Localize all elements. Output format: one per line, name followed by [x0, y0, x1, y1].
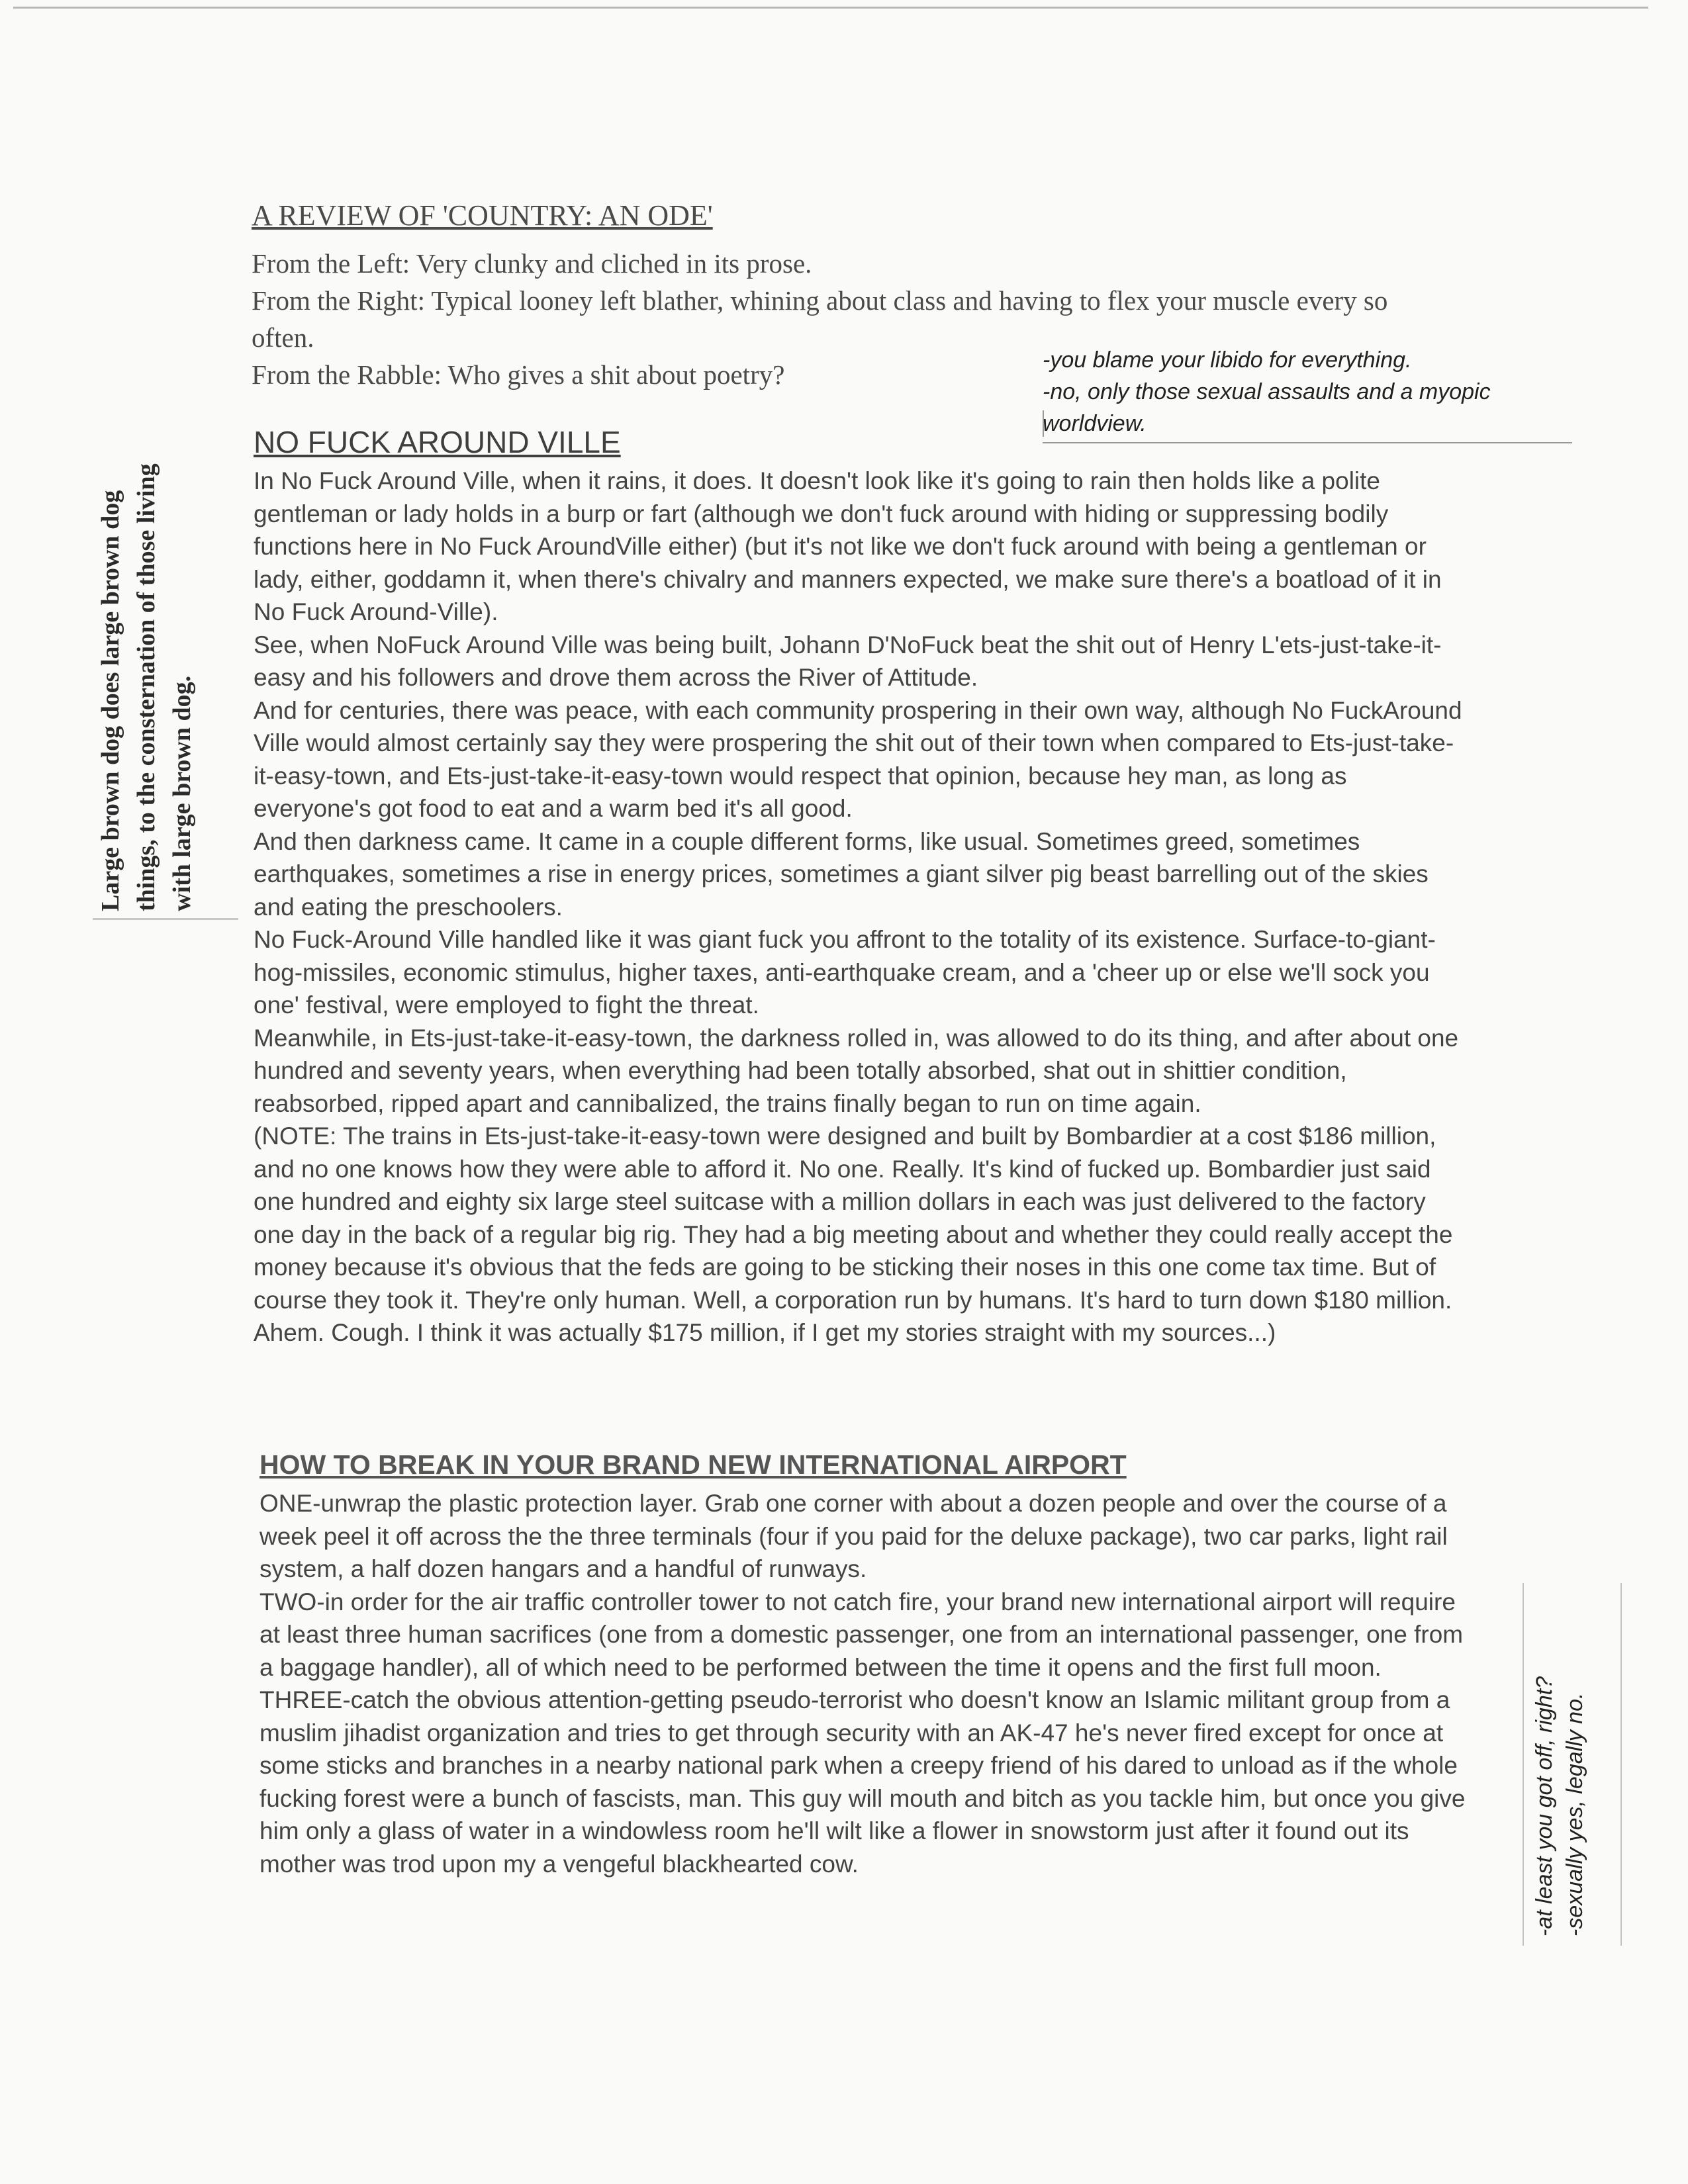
paragraph: No Fuck-Around Ville handled like it was giant fuck you affront to the totality of its existence. Surface-to-giant-hog-missiles, economic stimulus, higher taxes, anti-earthquake cream, and a 'cheer up or else we'll sock you one' festival, were employed to fight the threat. — [254, 926, 1436, 1019]
note-right-line-1: -at least you got off, right? — [1532, 1676, 1557, 1936]
page-top-edge — [13, 7, 1648, 9]
paragraph: ONE-unwrap the plastic protection layer. Grab one corner with about a dozen people and over the course of a week peel it off across the the three terminals (four if you paid for the deluxe package), two car parks, light rail system, a half dozen hangars and a handful of runways. — [259, 1490, 1448, 1582]
review-line-rabble: From the Rabble: Who gives a shit about poetry? — [252, 359, 785, 390]
note-top-line-3: worldview. — [1043, 411, 1147, 436]
note-top-line-1: -you blame your libido for everything. — [1043, 347, 1412, 373]
paragraph: TWO-in order for the air traffic controller tower to not catch fire, your brand new international airport will require at least three human sacrifices (one from a domestic passenger, one from an international passenger, one from a baggage handler), all of which need to be performed between the time it opens and the first full moon. — [259, 1588, 1464, 1681]
review-title: A REVIEW OF 'COUNTRY: AN ODE' — [252, 199, 713, 232]
note-left-line-3: with large brown dog. — [168, 675, 196, 911]
note-left-line-2: things, to the consternation of those living — [132, 463, 160, 911]
paragraph: And then darkness came. It came in a couple different forms, like usual. Sometimes greed, sometimes earthquakes, sometimes a rise in energy prices, sometimes a giant silver pig beast barrelling out of the skies and eating the preschoolers. — [254, 827, 1429, 921]
review-line-left: From the Left: Very clunky and cliched in its prose. — [252, 248, 812, 279]
paragraph: (NOTE: The trains in Ets-just-take-it-easy-town were designed and built by Bombardier at a cost $186 million, and no one knows how they were able to afford it. No one. Really. It's kind of fucked up. Bombardier just said one hundred and eighty six large steel suitcase with a million dollars in each was just delivered to the factory one day in the back of a regular big rig. They had a big meeting about and whether they could really accept the money because it's obvious that the feds are going to be sticking their noses in this one come tax time. But of course they took it. They're only human. Well, a corporation run by humans. It's hard to turn down $180 million. Ahem. Cough. I think it was actually $175 million, if I get my stories straight with my sources...) — [254, 1122, 1453, 1346]
section-heading: NO FUCK AROUND VILLE — [254, 425, 621, 459]
paragraph: Meanwhile, in Ets-just-take-it-easy-town, the darkness rolled in, was allowed to do its thing, and after about one hundred and seventy years, when everything had been totally absorbed, shat out in shittier condition, reabsorbed, ripped apart and cannibalized, the trains finally began to run on time again. — [254, 1024, 1459, 1117]
section-heading: HOW TO BREAK IN YOUR BRAND NEW INTERNATIONAL AIRPORT — [259, 1449, 1127, 1480]
review-line-right: From the Right: Typical looney left blather, whining about class and having to flex your muscle every so often. — [252, 285, 1388, 353]
section-no-fuck-around-ville — [254, 424, 1465, 1349]
paragraph: See, when NoFuck Around Ville was being built, Johann D'NoFuck beat the shit out of Henry L'ets-just-take-it-easy and his followers and drove them across the River of Attitude. — [254, 631, 1442, 691]
pasted-note-right — [1523, 1583, 1622, 1946]
section-airport — [259, 1446, 1471, 1880]
paragraph: In No Fuck Around Ville, when it rains, it does. It doesn't look like it's going to rain then holds like a polite gentleman or lady holds in a burp or fart (although we don't fuck around with hiding or suppressing bodily functions here in No Fuck AroundVille either) (but it's not like we don't fuck around with being a gentleman or lady, either, goddamn it, when there's chivalry and manners expected, we make sure there's a boatload of it in No Fuck Around-Ville). — [254, 467, 1442, 625]
note-top-line-2: -no, only those sexual assaults and a myopic — [1043, 379, 1491, 404]
note-right-line-2: -sexually yes, legally no. — [1562, 1692, 1587, 1936]
pasted-note-left — [93, 362, 238, 920]
paragraph: THREE-catch the obvious attention-getting pseudo-terrorist who doesn't know an Islamic militant group from a muslim jihadist organization and tries to get through security with an AK-47 he's never fired except for once at some sticks and branches in a nearby national park when a creepy friend of his dared to unload as if the whole fucking forest were a bunch of fascists, man. This guy will mouth and bitch as you tackle him, but once you give him only a glass of water in a windowless room he'll wilt like a flower in snowstorm just after it found out its mother was trod upon my a vengeful blackhearted cow. — [259, 1686, 1466, 1878]
paragraph: And for centuries, there was peace, with each community prospering in their own way, although No FuckAround Ville would almost certainly say they were prospering the shit out of their town when compared to Ets-just-take-it-easy-town, and Ets-just-take-it-easy-town would respect that opinion, because hey man, as long as everyone's got food to eat and a warm bed it's all good. — [254, 696, 1462, 822]
note-left-line-1: Large brown dog does large brown dog — [97, 490, 124, 911]
